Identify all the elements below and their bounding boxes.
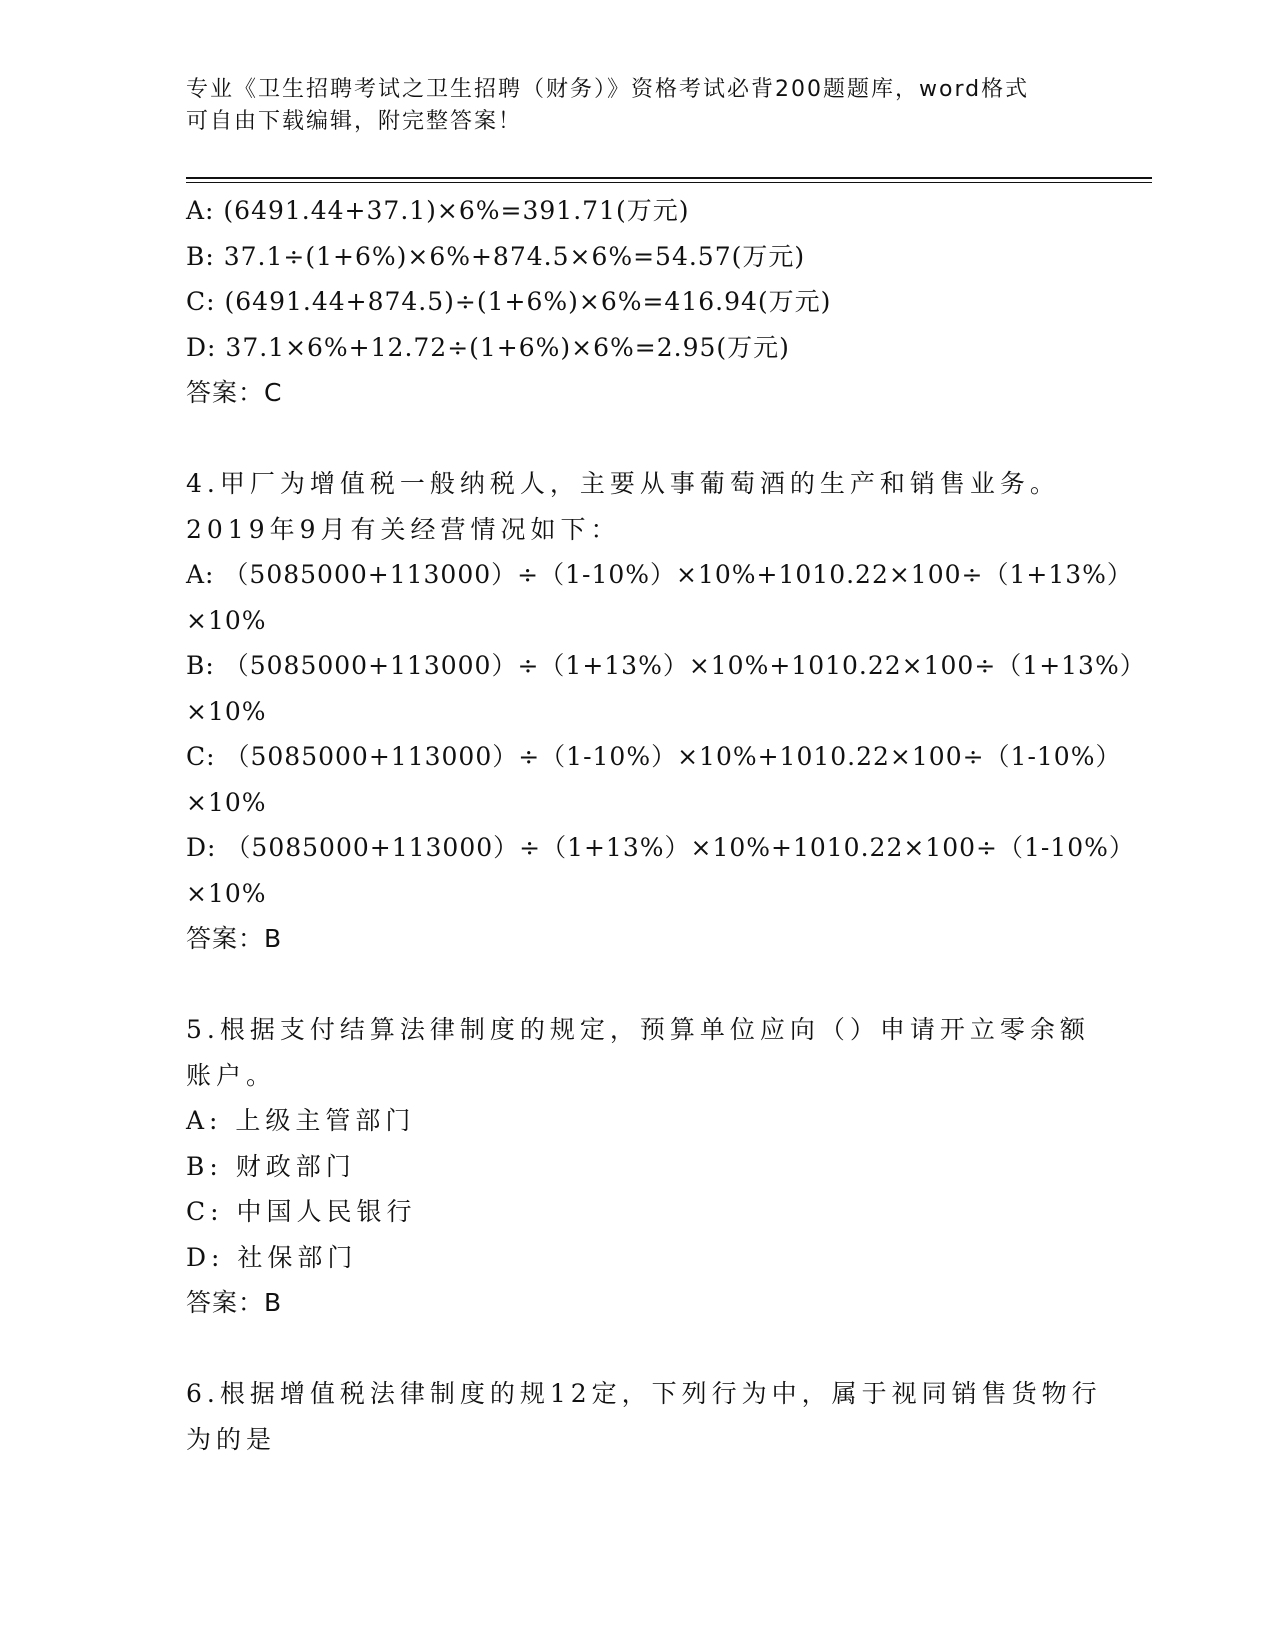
q4-option-d: D: （5085000+113000）÷（1+13%）×10%+1010.22×100÷（1-10%） bbox=[186, 833, 1135, 862]
q4-question-line-1: 4.甲厂为增值税一般纳税人，主要从事葡萄酒的生产和销售业务。 bbox=[186, 469, 1060, 498]
q3-answer: 答案：C bbox=[186, 378, 283, 407]
spacer bbox=[186, 962, 1086, 1008]
question-6 bbox=[186, 1371, 1102, 1462]
q5-question-line-1: 5.根据支付结算法律制度的规定，预算单位应向（）申请开立零余额 bbox=[186, 1015, 1090, 1044]
q6-question-line-2: 为的是 bbox=[186, 1424, 277, 1454]
q3-option-d: D: 37.1×6%+12.72÷(1+6%)×6%=2.95(万元) bbox=[186, 332, 790, 362]
q3-option-a: A: (6491.44+37.1)×6%=391.71(万元) bbox=[186, 196, 690, 225]
q4-option-a: A: （5085000+113000）÷（1-10%）×10%+1010.22×100÷（1+13%） bbox=[186, 560, 1133, 589]
q5-option-c: C: 中国人民银行 bbox=[186, 1197, 417, 1226]
q5-question-line-2: 账户。 bbox=[186, 1060, 277, 1090]
header-divider-thick bbox=[186, 177, 1152, 179]
q6-question-line-1: 6.根据增值税法律制度的规12定，下列行为中，属于视同销售货物行 bbox=[186, 1379, 1102, 1408]
q5-answer: 答案：B bbox=[186, 1288, 283, 1317]
q5-option-a: A: 上级主管部门 bbox=[186, 1106, 416, 1135]
q4-option-b-cont: ×10% bbox=[186, 696, 267, 726]
header-title-line-2: 可自由下载编辑，附完整答案！ bbox=[186, 109, 523, 134]
q4-option-a-cont: ×10% bbox=[186, 605, 267, 635]
document-header bbox=[186, 74, 1066, 138]
q5-option-b: B: 财政部门 bbox=[186, 1151, 356, 1181]
header-divider-thin bbox=[186, 182, 1152, 183]
q4-option-c: C: （5085000+113000）÷（1-10%）×10%+1010.22×100÷（1-10%） bbox=[186, 742, 1122, 771]
q3-option-c: C: (6491.44+874.5)÷(1+6%)×6%=416.94(万元) bbox=[186, 287, 832, 316]
q4-question-line-2: 2019年9月有关经营情况如下： bbox=[186, 514, 621, 544]
q4-answer: 答案：B bbox=[186, 924, 283, 953]
question-5 bbox=[186, 1007, 1090, 1326]
header-title-line-1: 专业《卫生招聘考试之卫生招聘（财务）》资格考试必背200题题库，word格式 bbox=[186, 77, 1030, 102]
q5-option-d: D: 社保部门 bbox=[186, 1242, 358, 1272]
q3-option-b: B: 37.1÷(1+6%)×6%+874.5×6%=54.57(万元) bbox=[186, 241, 806, 271]
q4-option-d-cont: ×10% bbox=[186, 878, 267, 908]
spacer bbox=[186, 1326, 1086, 1372]
question-list bbox=[186, 188, 1146, 1462]
question-3 bbox=[186, 188, 1086, 416]
q4-option-b: B: （5085000+113000）÷（1+13%）×10%+1010.22×100÷（1+13%） bbox=[186, 651, 1146, 680]
spacer bbox=[186, 416, 1086, 462]
q4-option-c-cont: ×10% bbox=[186, 787, 267, 817]
question-4 bbox=[186, 461, 1146, 962]
